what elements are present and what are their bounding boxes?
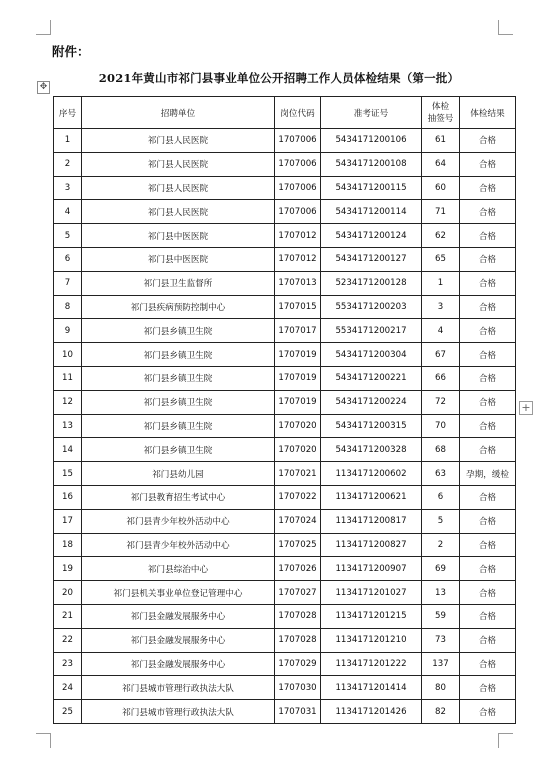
cell-index: 23 xyxy=(54,652,82,676)
table-row xyxy=(54,176,516,200)
cell-unit: 祁门县青少年校外活动中心 xyxy=(82,533,275,557)
cell-unit: 祁门县幼儿园 xyxy=(82,462,275,486)
cell-result: 孕期，缓检 xyxy=(460,462,516,486)
cell-index: 25 xyxy=(54,700,82,724)
cell-result: 合格 xyxy=(460,485,516,509)
cell-ticket: 5434171200328 xyxy=(321,438,422,462)
table-row xyxy=(54,628,516,652)
table-row xyxy=(54,295,516,319)
cell-unit: 祁门县教育招生考试中心 xyxy=(82,485,275,509)
cell-unit: 祁门县疾病预防控制中心 xyxy=(82,295,275,319)
cell-post-code: 1707020 xyxy=(275,414,321,438)
header-post-code: 岗位代码 xyxy=(275,97,321,129)
cell-result: 合格 xyxy=(460,700,516,724)
cell-unit: 祁门县乡镇卫生院 xyxy=(82,438,275,462)
cell-post-code: 1707025 xyxy=(275,533,321,557)
cell-ticket: 5434171200106 xyxy=(321,129,422,153)
table-row xyxy=(54,224,516,248)
cell-result: 合格 xyxy=(460,295,516,319)
cell-ticket: 1134171201210 xyxy=(321,628,422,652)
cell-post-code: 1707021 xyxy=(275,462,321,486)
cell-unit: 祁门县金融发展服务中心 xyxy=(82,628,275,652)
cell-unit: 祁门县机关事业单位登记管理中心 xyxy=(82,581,275,605)
table-row xyxy=(54,343,516,367)
table-row xyxy=(54,581,516,605)
cell-unit: 祁门县乡镇卫生院 xyxy=(82,343,275,367)
cell-post-code: 1707012 xyxy=(275,224,321,248)
table-row xyxy=(54,485,516,509)
cell-ticket: 1134171200602 xyxy=(321,462,422,486)
cell-unit: 祁门县中医医院 xyxy=(82,224,275,248)
cell-result: 合格 xyxy=(460,390,516,414)
cell-post-code: 1707022 xyxy=(275,485,321,509)
cell-lot: 82 xyxy=(422,700,460,724)
cell-result: 合格 xyxy=(460,200,516,224)
cell-ticket: 5434171200127 xyxy=(321,247,422,271)
header-lot xyxy=(422,97,460,129)
cell-lot: 70 xyxy=(422,414,460,438)
cell-lot: 65 xyxy=(422,247,460,271)
cell-unit: 祁门县城市管理行政执法大队 xyxy=(82,700,275,724)
cell-lot: 67 xyxy=(422,343,460,367)
cell-index: 13 xyxy=(54,414,82,438)
table-row xyxy=(54,319,516,343)
cell-unit: 祁门县乡镇卫生院 xyxy=(82,366,275,390)
cell-lot: 73 xyxy=(422,628,460,652)
cell-index: 21 xyxy=(54,604,82,628)
cell-lot: 68 xyxy=(422,438,460,462)
cell-index: 18 xyxy=(54,533,82,557)
cell-lot: 3 xyxy=(422,295,460,319)
crop-mark-top-left xyxy=(36,20,51,35)
cell-index: 4 xyxy=(54,200,82,224)
cell-ticket: 5434171200124 xyxy=(321,224,422,248)
table-header-row xyxy=(54,97,516,129)
cell-post-code: 1707024 xyxy=(275,509,321,533)
cell-ticket: 5434171200108 xyxy=(321,152,422,176)
cell-result: 合格 xyxy=(460,581,516,605)
cell-lot: 72 xyxy=(422,390,460,414)
cell-index: 8 xyxy=(54,295,82,319)
cell-ticket: 1134171200817 xyxy=(321,509,422,533)
cell-lot: 59 xyxy=(422,604,460,628)
cell-lot: 2 xyxy=(422,533,460,557)
cell-post-code: 1707006 xyxy=(275,129,321,153)
cell-post-code: 1707006 xyxy=(275,200,321,224)
cell-post-code: 1707029 xyxy=(275,652,321,676)
cell-post-code: 1707013 xyxy=(275,271,321,295)
header-index: 序号 xyxy=(54,97,82,129)
cell-ticket: 1134171201426 xyxy=(321,700,422,724)
cell-ticket: 5534171200203 xyxy=(321,295,422,319)
results-table xyxy=(53,96,516,724)
cell-post-code: 1707026 xyxy=(275,557,321,581)
cell-result: 合格 xyxy=(460,604,516,628)
table-row xyxy=(54,366,516,390)
cell-result: 合格 xyxy=(460,129,516,153)
header-ticket: 准考证号 xyxy=(321,97,422,129)
cell-ticket: 5434171200115 xyxy=(321,176,422,200)
cell-lot: 63 xyxy=(422,462,460,486)
cell-post-code: 1707020 xyxy=(275,438,321,462)
cell-index: 14 xyxy=(54,438,82,462)
cell-ticket: 1134171201222 xyxy=(321,652,422,676)
cell-lot: 80 xyxy=(422,676,460,700)
header-result: 体检结果 xyxy=(460,97,516,129)
cell-ticket: 5434171200224 xyxy=(321,390,422,414)
cell-unit: 祁门县人民医院 xyxy=(82,200,275,224)
cell-post-code: 1707019 xyxy=(275,366,321,390)
cell-index: 3 xyxy=(54,176,82,200)
cell-lot: 6 xyxy=(422,485,460,509)
cell-index: 22 xyxy=(54,628,82,652)
table-row xyxy=(54,700,516,724)
cell-index: 6 xyxy=(54,247,82,271)
cell-post-code: 1707031 xyxy=(275,700,321,724)
cell-index: 15 xyxy=(54,462,82,486)
cell-result: 合格 xyxy=(460,366,516,390)
cell-index: 1 xyxy=(54,129,82,153)
cell-lot: 71 xyxy=(422,200,460,224)
plus-icon[interactable]: + xyxy=(519,401,533,415)
cell-post-code: 1707019 xyxy=(275,390,321,414)
table-row xyxy=(54,438,516,462)
cell-unit: 祁门县乡镇卫生院 xyxy=(82,390,275,414)
cell-index: 2 xyxy=(54,152,82,176)
cell-index: 9 xyxy=(54,319,82,343)
table-row xyxy=(54,462,516,486)
cell-lot: 69 xyxy=(422,557,460,581)
cell-post-code: 1707030 xyxy=(275,676,321,700)
cell-index: 5 xyxy=(54,224,82,248)
cell-post-code: 1707019 xyxy=(275,343,321,367)
table-row xyxy=(54,557,516,581)
cell-lot: 5 xyxy=(422,509,460,533)
cell-unit: 祁门县人民医院 xyxy=(82,152,275,176)
cell-result: 合格 xyxy=(460,557,516,581)
crop-mark-top-right xyxy=(498,20,513,35)
cell-post-code: 1707028 xyxy=(275,628,321,652)
cell-unit: 祁门县卫生监督所 xyxy=(82,271,275,295)
table-row xyxy=(54,271,516,295)
cell-ticket: 5534171200217 xyxy=(321,319,422,343)
cell-ticket: 5434171200114 xyxy=(321,200,422,224)
cell-unit: 祁门县乡镇卫生院 xyxy=(82,414,275,438)
cell-unit: 祁门县乡镇卫生院 xyxy=(82,319,275,343)
document-title: 2021年黄山市祁门县事业单位公开招聘工作人员体检结果（第一批） xyxy=(98,71,460,85)
cell-lot: 1 xyxy=(422,271,460,295)
cell-index: 7 xyxy=(54,271,82,295)
cell-index: 19 xyxy=(54,557,82,581)
table-row xyxy=(54,152,516,176)
cell-post-code: 1707006 xyxy=(275,176,321,200)
cell-post-code: 1707015 xyxy=(275,295,321,319)
table-row xyxy=(54,509,516,533)
table-row xyxy=(54,652,516,676)
cell-result: 合格 xyxy=(460,533,516,557)
cell-post-code: 1707028 xyxy=(275,604,321,628)
cell-post-code: 1707017 xyxy=(275,319,321,343)
cell-result: 合格 xyxy=(460,652,516,676)
cell-index: 12 xyxy=(54,390,82,414)
table-row xyxy=(54,676,516,700)
table-row xyxy=(54,414,516,438)
cell-lot: 64 xyxy=(422,152,460,176)
cell-lot: 62 xyxy=(422,224,460,248)
cell-lot: 137 xyxy=(422,652,460,676)
crop-mark-bottom-left xyxy=(36,733,51,748)
table-row xyxy=(54,604,516,628)
cell-ticket: 1134171201215 xyxy=(321,604,422,628)
cell-unit: 祁门县城市管理行政执法大队 xyxy=(82,676,275,700)
cell-ticket: 5234171200128 xyxy=(321,271,422,295)
cell-ticket: 1134171200907 xyxy=(321,557,422,581)
cell-lot: 66 xyxy=(422,366,460,390)
cell-index: 20 xyxy=(54,581,82,605)
cell-post-code: 1707012 xyxy=(275,247,321,271)
cell-result: 合格 xyxy=(460,152,516,176)
header-unit: 招聘单位 xyxy=(82,97,275,129)
cell-index: 10 xyxy=(54,343,82,367)
cell-unit: 祁门县青少年校外活动中心 xyxy=(82,509,275,533)
table-row xyxy=(54,129,516,153)
cell-result: 合格 xyxy=(460,247,516,271)
cell-ticket: 1134171201027 xyxy=(321,581,422,605)
cell-result: 合格 xyxy=(460,319,516,343)
cell-ticket: 5434171200315 xyxy=(321,414,422,438)
cell-result: 合格 xyxy=(460,414,516,438)
cell-ticket: 1134171200621 xyxy=(321,485,422,509)
table-row xyxy=(54,200,516,224)
cell-unit: 祁门县综治中心 xyxy=(82,557,275,581)
cell-post-code: 1707027 xyxy=(275,581,321,605)
cell-index: 11 xyxy=(54,366,82,390)
cell-post-code: 1707006 xyxy=(275,152,321,176)
header-lot-line1: 体检 xyxy=(431,101,450,112)
table-row xyxy=(54,247,516,271)
move-handle-icon[interactable]: ✥ xyxy=(37,81,50,94)
cell-index: 17 xyxy=(54,509,82,533)
annex-label: 附件： xyxy=(52,44,90,59)
cell-lot: 61 xyxy=(422,129,460,153)
cell-lot: 60 xyxy=(422,176,460,200)
cell-ticket: 1134171201414 xyxy=(321,676,422,700)
cell-result: 合格 xyxy=(460,224,516,248)
cell-result: 合格 xyxy=(460,676,516,700)
cell-result: 合格 xyxy=(460,628,516,652)
cell-unit: 祁门县金融发展服务中心 xyxy=(82,652,275,676)
cell-unit: 祁门县人民医院 xyxy=(82,129,275,153)
cell-ticket: 5434171200221 xyxy=(321,366,422,390)
cell-result: 合格 xyxy=(460,343,516,367)
cell-index: 16 xyxy=(54,485,82,509)
cell-result: 合格 xyxy=(460,176,516,200)
crop-mark-bottom-right xyxy=(498,733,513,748)
cell-result: 合格 xyxy=(460,438,516,462)
table-row xyxy=(54,390,516,414)
cell-ticket: 1134171200827 xyxy=(321,533,422,557)
cell-unit: 祁门县人民医院 xyxy=(82,176,275,200)
header-lot-line2: 抽签号 xyxy=(427,113,454,124)
cell-result: 合格 xyxy=(460,271,516,295)
cell-unit: 祁门县金融发展服务中心 xyxy=(82,604,275,628)
cell-lot: 13 xyxy=(422,581,460,605)
cell-result: 合格 xyxy=(460,509,516,533)
cell-index: 24 xyxy=(54,676,82,700)
table-row xyxy=(54,533,516,557)
cell-unit: 祁门县中医医院 xyxy=(82,247,275,271)
cell-ticket: 5434171200304 xyxy=(321,343,422,367)
cell-lot: 4 xyxy=(422,319,460,343)
